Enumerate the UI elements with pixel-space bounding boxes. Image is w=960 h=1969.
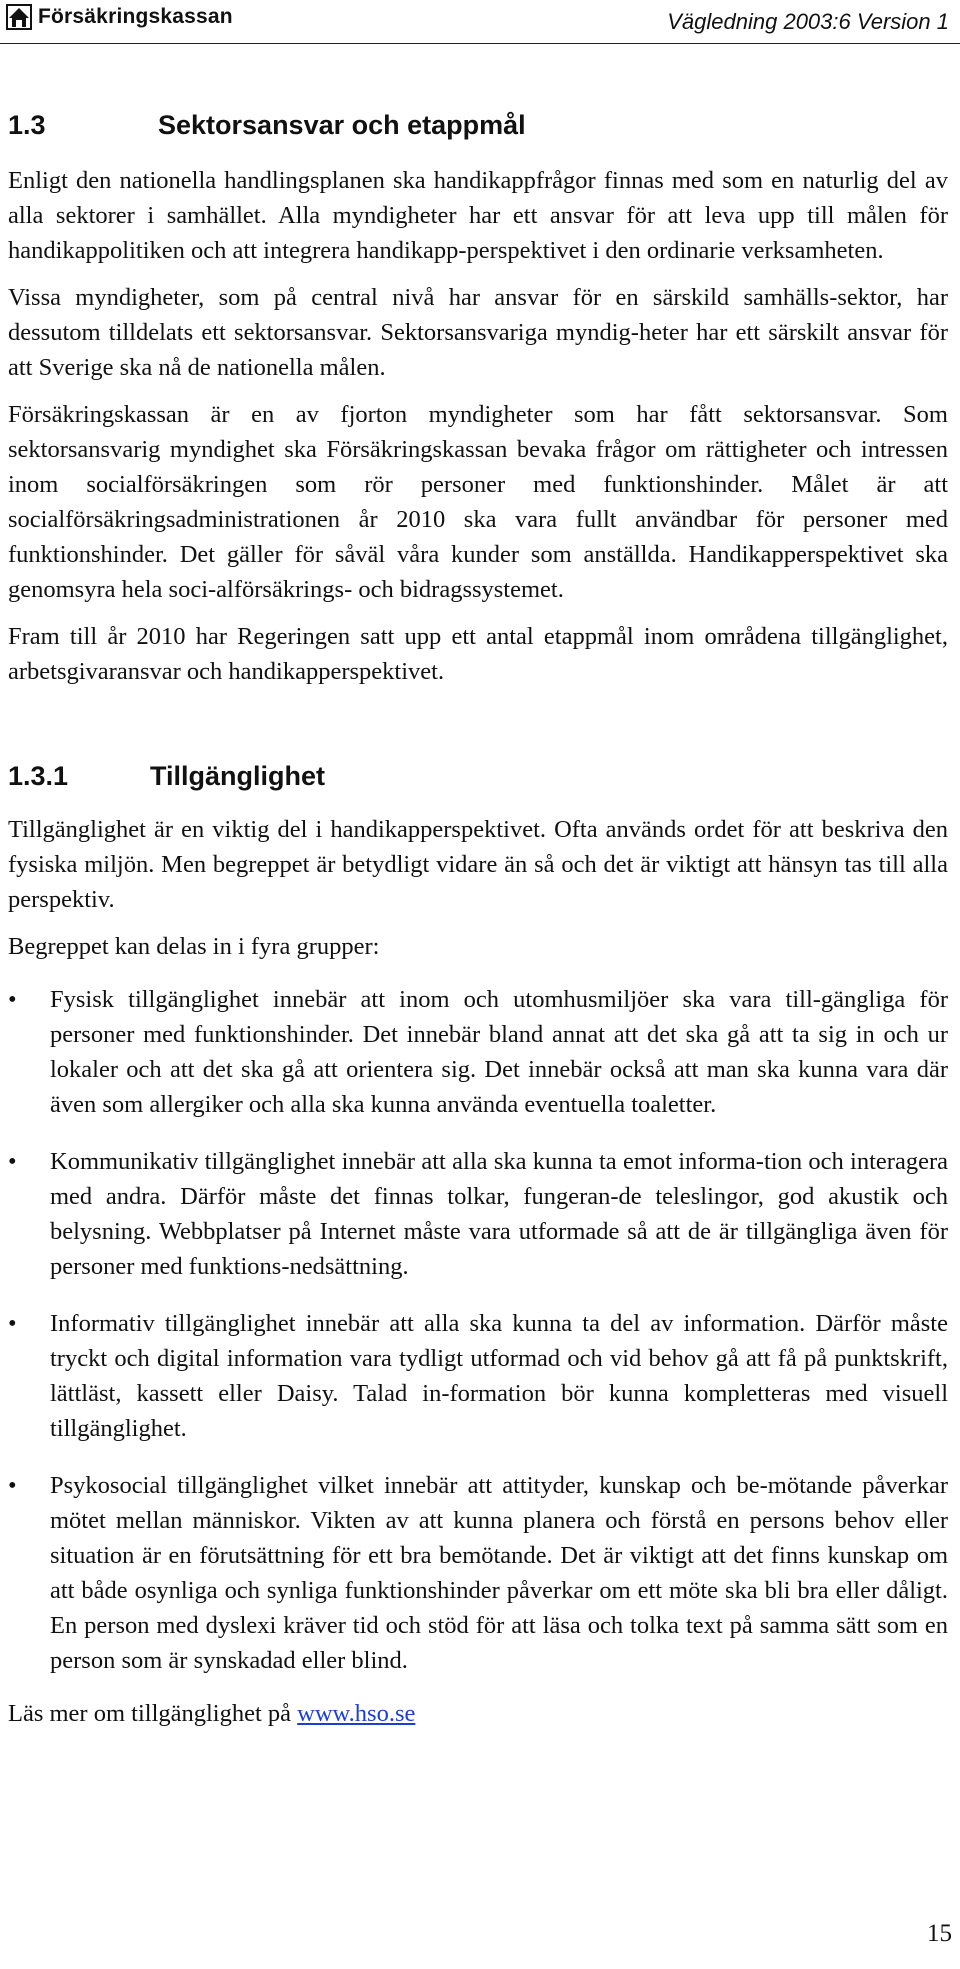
list-item-text: Psykosocial tillgänglighet vilket innebär att attityder, kunskap och be-mötande påverkar mötet mellan människor. Vikten av att kunna planera och förstå en persons behov eller situation är en förutsättning för ett bra bemötande. Det är viktigt att det finns kunskap om att både osynliga och synliga funktionshinder påverkar om ett möte ska bli bra eller dåligt. En person med dyslexi kräver tid och stöd för att läsa och tolka text på samma sätt som en person som är synskadad eller blind. (50, 1472, 948, 1674)
hso-link[interactable]: www.hso.se (297, 1700, 416, 1727)
house-logo-icon (6, 4, 32, 30)
subsection-title: Tillgänglighet (150, 761, 325, 791)
page-number: 15 (927, 1920, 952, 1947)
bullet-icon: • (8, 1472, 17, 1499)
logo-text: Försäkringskassan (38, 5, 233, 28)
paragraph: Tillgänglighet är en viktig del i handikapperspektivet. Ofta används ordet för att beskriva den fysiska miljön. Men begreppet är betydligt vidare än så och det är viktigt att hänsyn tas till alla perspektiv. (8, 816, 948, 913)
accessibility-groups-list (8, 982, 948, 1678)
bullet-icon: • (8, 986, 17, 1013)
list-item (8, 1306, 948, 1446)
page-content (8, 110, 948, 1731)
paragraph: Fram till år 2010 har Regeringen satt upp ett antal etappmål inom områdena tillgänglighet, arbetsgivaransvar och handikapperspektivet. (8, 623, 948, 685)
bullet-icon: • (8, 1148, 17, 1175)
header-divider (0, 43, 960, 44)
subsection-number: 1.3.1 (8, 761, 69, 791)
list-item (8, 1468, 948, 1678)
list-item (8, 1144, 948, 1284)
paragraph: Begreppet kan delas in i fyra grupper: (8, 933, 380, 960)
section-number: 1.3 (8, 110, 46, 140)
page-header (0, 0, 960, 44)
read-more-line (8, 1696, 948, 1731)
list-item-text: Fysisk tillgänglighet innebär att inom och utomhusmiljöer ska vara till-gängliga för personer med funktionshinder. Det innebär bland annat att det ska gå att ta sig in och ur lokaler och att det ska gå att orientera sig. Det innebär också att man ska kunna vara där även som allergiker och alla ska kunna använda eventuella toaletter. (50, 986, 948, 1118)
section-title: Sektorsansvar och etappmål (158, 110, 526, 140)
list-item-text: Informativ tillgänglighet innebär att alla ska kunna ta del av information. Därför måste tryckt och digital information vara tydligt utformad och vid behov gå att få på punktskrift, lättläst, kassett eller Daisy. Talad in-formation bör kunna kompletteras med visuell tillgänglighet. (50, 1310, 948, 1442)
document-reference: Vägledning 2003:6 Version 1 (667, 9, 949, 34)
bullet-icon: • (8, 1310, 17, 1337)
section-heading (8, 110, 948, 141)
paragraph: Enligt den nationella handlingsplanen ska handikappfrågor finnas med som en naturlig del av alla sektorer i samhället. Alla myndigheter har ett ansvar för att leva upp till målen för handikappolitiken och att integrera handikapp-perspektivet i den ordinarie verksamheten. (8, 167, 948, 264)
paragraph: Försäkringskassan är en av fjorton myndigheter som har fått sektorsansvar. Som sektorsansvarig myndighet ska Försäkringskassan bevaka frågor om rättigheter och intressen inom socialförsäkringen som rör personer med funktionshinder. Målet är att socialförsäkringsadministrationen år 2010 ska vara fullt användbar för personer med funktionshinder. Det gäller för såväl våra kunder som anställda. Handikapperspektivet ska genomsyra hela soci-alförsäkrings- och bidragssystemet. (8, 401, 948, 603)
list-item (8, 982, 948, 1122)
subsection-heading (8, 761, 948, 792)
read-more-prefix: Läs mer om tillgänglighet på (8, 1700, 298, 1727)
paragraph: Vissa myndigheter, som på central nivå har ansvar för en särskild samhälls-sektor, har dessutom tilldelats ett sektorsansvar. Sektorsansvariga myndig-heter har ett särskilt ansvar för att Sverige ska nå de nationella målen. (8, 284, 948, 381)
logo (6, 4, 233, 30)
list-item-text: Kommunikativ tillgänglighet innebär att alla ska kunna ta emot informa-tion och interagera med andra. Därför måste det finnas tolkar, fungeran-de teleslingor, god akustik och belysning. Webbplatser på Internet måste vara utformade så att de är tillgängliga även för personer med funktions-nedsättning. (50, 1148, 948, 1280)
